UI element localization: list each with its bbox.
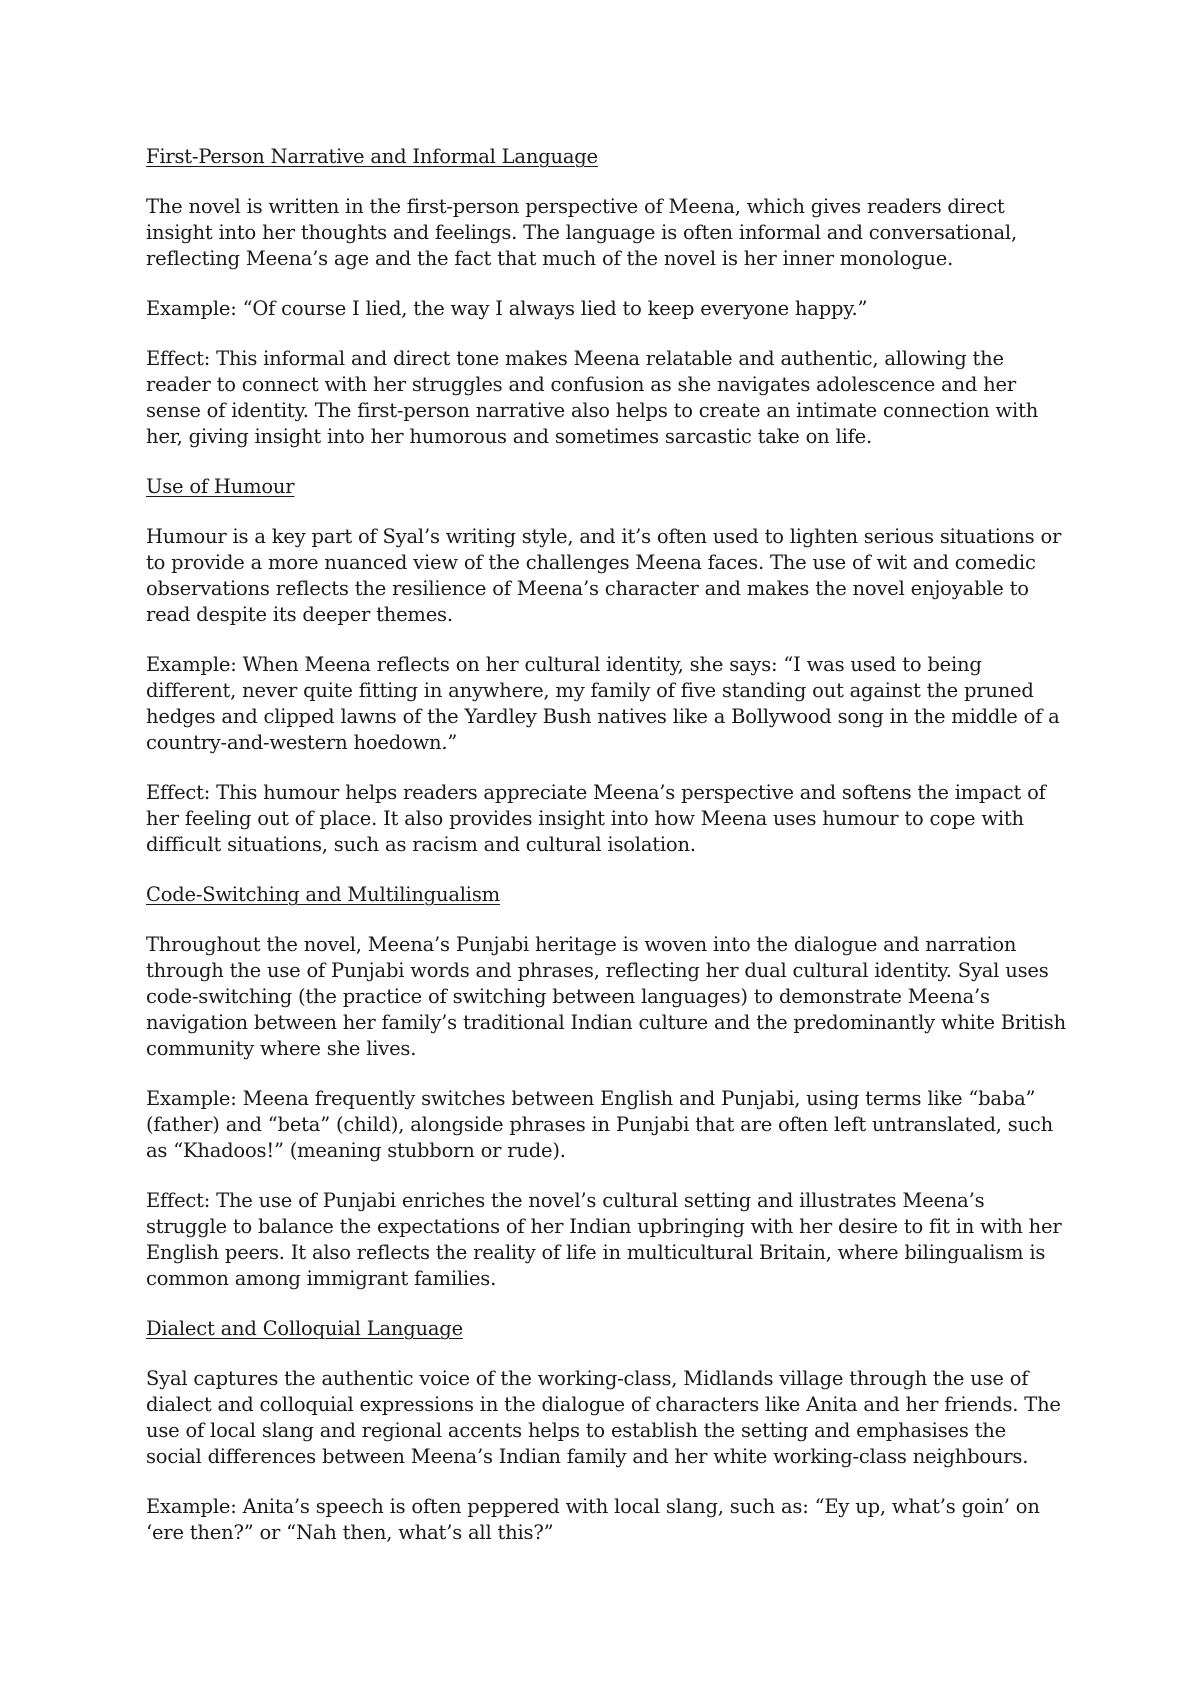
section-heading-first-person: First-Person Narrative and Informal Language (146, 145, 598, 168)
paragraph: Syal captures the authentic voice of the working-class, Midlands village through the use of dialect and colloquial expressions in the dialogue of characters like Anita and her friends. The use of local slang and regional accents helps to establish the setting and emphasises the social differences between Meena’s Indian family and her white working-class neighbours. (146, 1367, 1061, 1468)
section-heading-humour: Use of Humour (146, 475, 295, 498)
paragraph: Throughout the novel, Meena’s Punjabi heritage is woven into the dialogue and narration through the use of Punjabi words and phrases, reflecting her dual cultural identity. Syal uses code-switching (the practice of switching between languages) to demonstrate Meena’s navigation between her family’s traditional Indian culture and the predominantly white British community where she lives. (146, 933, 1066, 1060)
effect-paragraph: Effect: The use of Punjabi enriches the novel’s cultural setting and illustrates Meena’s struggle to balance the expectations of her Indian upbringing with her desire to fit in with her English peers. It also reflects the reality of life in multicultural Britain, where bilingualism is common among immigrant families. (146, 1189, 1062, 1290)
section-heading-dialect: Dialect and Colloquial Language (146, 1317, 463, 1340)
example-paragraph: Example: Anita’s speech is often peppered with local slang, such as: “Ey up, what’s goin’ on ‘ere then?” or “Nah then, what’s all this?” (146, 1495, 1040, 1544)
example-paragraph: Example: “Of course I lied, the way I always lied to keep everyone happy.” (146, 297, 868, 320)
paragraph: Humour is a key part of Syal’s writing style, and it’s often used to lighten serious situations or to provide a more nuanced view of the challenges Meena faces. The use of wit and comedic observations reflects the resilience of Meena’s character and makes the novel enjoyable to read despite its deeper themes. (146, 525, 1062, 626)
document-body (146, 144, 1066, 1570)
example-paragraph: Example: Meena frequently switches between English and Punjabi, using terms like “baba” (father) and “beta” (child), alongside phrases in Punjabi that are often left untranslated, such as “Khadoos!” (meaning stubborn or rude). (146, 1087, 1054, 1162)
effect-paragraph: Effect: This humour helps readers appreciate Meena’s perspective and softens the impact of her feeling out of place. It also provides insight into how Meena uses humour to cope with difficult situations, such as racism and cultural isolation. (146, 781, 1046, 856)
example-paragraph: Example: When Meena reflects on her cultural identity, she says: “I was used to being different, never quite fitting in anywhere, my family of five standing out against the pruned hedges and clipped lawns of the Yardley Bush natives like a Bollywood song in the middle of a country-and-western hoedown.” (146, 653, 1060, 754)
paragraph: The novel is written in the first-person perspective of Meena, which gives readers direct insight into her thoughts and feelings. The language is often informal and conversational, reflecting Meena’s age and the fact that much of the novel is her inner monologue. (146, 195, 1017, 270)
section-heading-code-switching: Code-Switching and Multilingualism (146, 883, 500, 906)
effect-paragraph: Effect: This informal and direct tone makes Meena relatable and authentic, allowing the reader to connect with her struggles and confusion as she navigates adolescence and her sense of identity. The first-person narrative also helps to create an intimate connection with her, giving insight into her humorous and sometimes sarcastic take on life. (146, 347, 1039, 448)
